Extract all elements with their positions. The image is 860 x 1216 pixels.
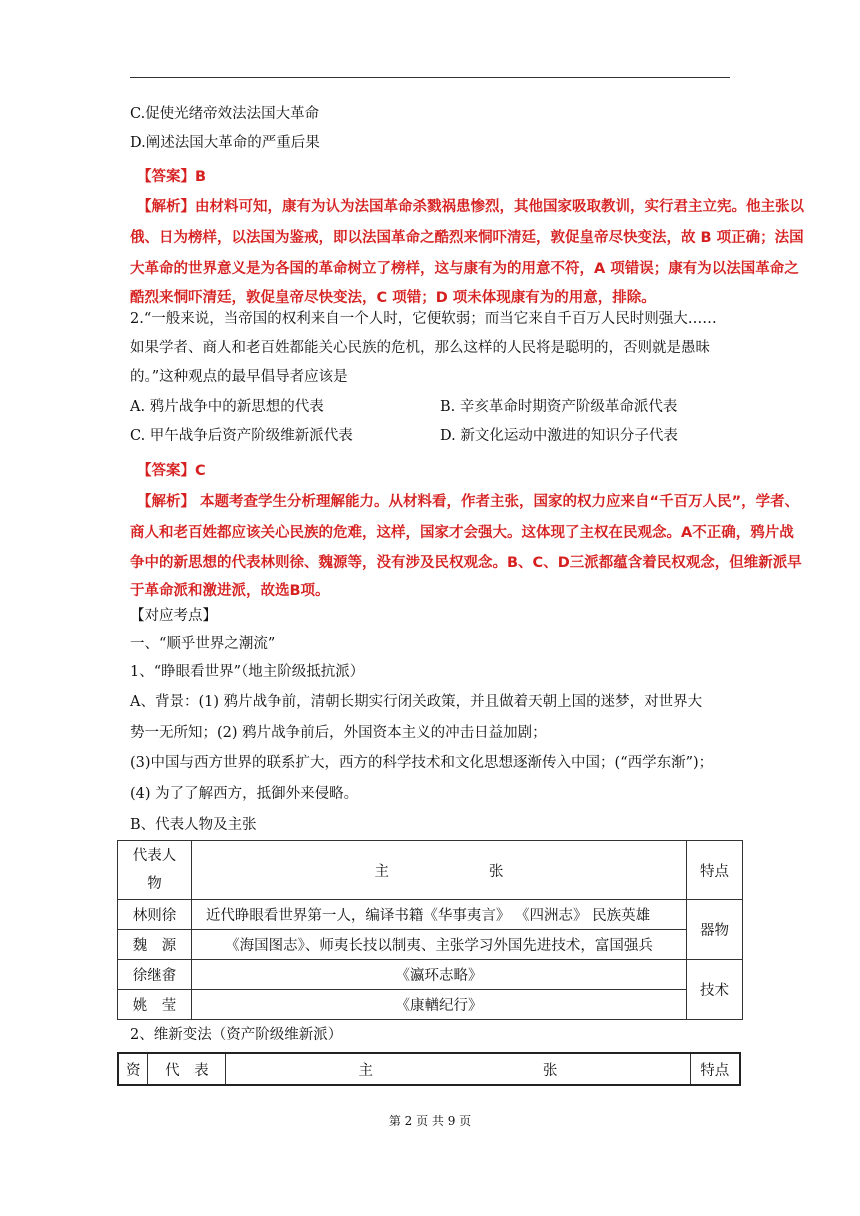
q2-stem-line: 的。”这种观点的最早倡导者应该是 bbox=[130, 369, 348, 385]
q1-answer: 【答案】B bbox=[137, 169, 207, 185]
header-feature: 特点 bbox=[687, 841, 743, 900]
header-class: 资 bbox=[118, 1053, 148, 1085]
q2-analysis-line: 争中的新思想的代表林则徐、魏源等，没有涉及民权观念。B、C、D三派都蕴含着民权观念，但维新派早 bbox=[130, 555, 802, 571]
background-line: (4) 为了了解西方，抵御外来侵略。 bbox=[130, 786, 359, 802]
feature-cell: 器物 bbox=[687, 900, 743, 960]
header-rule bbox=[130, 77, 730, 78]
q1-analysis-line: 俄、日为榜样，以法国为鉴戒，即以法国革命之酷烈来恫吓清廷，敦促皇帝尽快变法，故 B 项正确；法国 bbox=[130, 230, 804, 246]
header-text: 主 bbox=[358, 1062, 373, 1079]
header-text: 张 bbox=[542, 1062, 558, 1079]
header-views bbox=[191, 841, 686, 900]
q2-option-a: A. 鸦片战争中的新思想的代表 bbox=[130, 399, 324, 415]
section-part1: 一、“顺乎世界之潮流” bbox=[130, 636, 276, 652]
table-header-row bbox=[118, 841, 743, 900]
q2-option-d: D. 新文化运动中激进的知识分子代表 bbox=[440, 428, 678, 444]
q1-analysis-line: 酷烈来恫吓清廷，敦促皇帝尽快变法，C 项错；D 项未体现康有为的用意，排除。 bbox=[130, 290, 656, 306]
header-text: 张 bbox=[488, 863, 504, 880]
q2-analysis-line: 商人和老百姓都应该关心民族的危难，这样，国家才会强大。这体现了主权在民观念。A不正确，鸦片战 bbox=[130, 525, 794, 541]
q2-stem-line: 如果学者、商人和老百姓都能关心民族的危机，那么这样的人民将是聪明的，否则就是愚昧 bbox=[130, 340, 710, 356]
background-line: 势一无所知；(2) 鸦片战争前后，外国资本主义的冲击日益加剧； bbox=[130, 725, 547, 741]
q2-analysis-line: 【解析】 本题考查学生分析理解能力。从材料看，作者主张，国家的权力应来自“千百万人民”，学者、 bbox=[137, 494, 800, 510]
header-text: 主 bbox=[374, 863, 389, 880]
section-heading: 【对应考点】 bbox=[130, 608, 217, 624]
table-row bbox=[118, 960, 743, 990]
header-representative: 代 表 bbox=[148, 1053, 226, 1085]
rep-view: 《海国图志》、师夷长技以制夷、主张学习外国先进技术，富国强兵 bbox=[191, 930, 686, 960]
header-feature: 特点 bbox=[690, 1053, 740, 1085]
reform-table bbox=[117, 1052, 741, 1086]
header-views bbox=[226, 1053, 690, 1085]
q1-option-d: D.阐述法国大革命的严重后果 bbox=[130, 135, 320, 151]
rep-name: 姚 莹 bbox=[118, 990, 192, 1020]
q1-analysis-line: 【解析】由材料可知，康有为认为法国革命杀戮祸患惨烈，其他国家吸取教训，实行君主立宪。他主张以 bbox=[137, 199, 804, 215]
header-representative bbox=[118, 841, 192, 900]
rep-name: 林则徐 bbox=[118, 900, 192, 930]
q1-option-c: C.促使光绪帝效法法国大革命 bbox=[130, 106, 320, 122]
table-row bbox=[118, 990, 743, 1020]
rep-view: 《康輶纪行》 bbox=[191, 990, 686, 1020]
page-footer: 第 2 页 共 9 页 bbox=[388, 1114, 472, 1128]
rep-name: 魏 源 bbox=[118, 930, 192, 960]
table-row bbox=[118, 930, 743, 960]
q2-answer: 【答案】C bbox=[137, 463, 206, 479]
representatives-label: B、代表人物及主张 bbox=[130, 817, 257, 833]
rep-name: 徐继畬 bbox=[118, 960, 192, 990]
header-text: 物 bbox=[147, 876, 162, 892]
rep-view: 《瀛环志略》 bbox=[191, 960, 686, 990]
table-header-row bbox=[118, 1053, 740, 1085]
q2-stem-line: 2.“一般来说，当帝国的权利来自一个人时，它便软弱；而当它来自千百万人民时则强大…… bbox=[130, 311, 717, 327]
q1-analysis-line: 大革命的世界意义是为各国的革命树立了榜样，这与康有为的用意不符，A 项错误；康有为以法国革命之 bbox=[130, 261, 799, 277]
rep-view: 近代睁眼看世界第一人，编译书籍《华事夷言》 《四洲志》 民族英雄 bbox=[191, 900, 686, 930]
representatives-table bbox=[117, 840, 743, 1020]
background-line: (3)中国与西方世界的联系扩大，西方的科学技术和文化思想逐渐传入中国；(“西学东渐”)； bbox=[130, 755, 714, 771]
section-sub2: 2、维新变法（资产阶级维新派） bbox=[130, 1027, 343, 1043]
table-row bbox=[118, 900, 743, 930]
feature-cell: 技术 bbox=[687, 960, 743, 1020]
section-sub1: 1、“睁眼看世界”（地主阶级抵抗派） bbox=[130, 664, 365, 680]
header-text: 代表人 bbox=[132, 848, 177, 864]
q2-analysis-line: 于革命派和激进派，故选B项。 bbox=[130, 583, 330, 599]
q2-option-b: B. 辛亥革命时期资产阶级革命派代表 bbox=[440, 399, 678, 415]
background-line: A、背景：(1) 鸦片战争前，清朝长期实行闭关政策，并且做着天朝上国的迷梦，对世界大 bbox=[130, 694, 703, 710]
q2-option-c: C. 甲午战争后资产阶级维新派代表 bbox=[130, 428, 353, 444]
